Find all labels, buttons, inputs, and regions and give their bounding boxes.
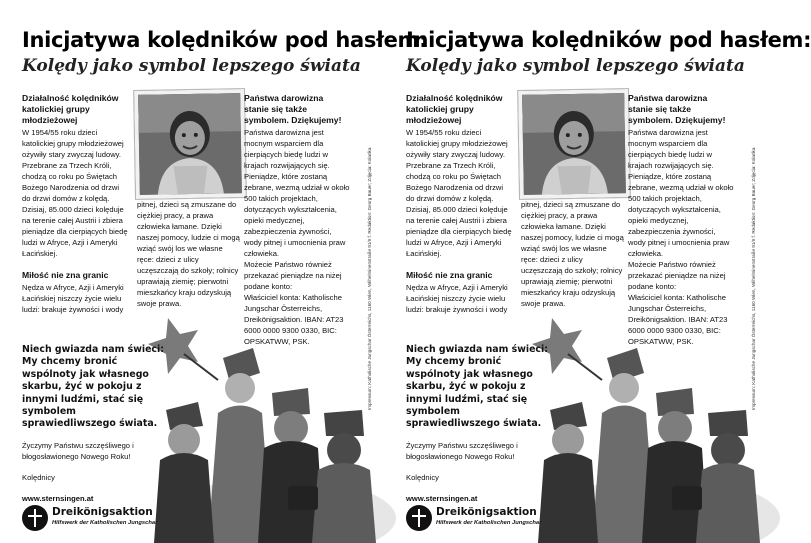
website-link[interactable]: www.sternsingen.at — [22, 493, 94, 503]
logo-tagline: Hilfswerk der Katholischen Jungschar — [52, 520, 158, 526]
paragraph: W 1954/55 roku dzieci katolickiej grupy młodzieżowej ożywiły stary zwyczaj ludowy. Przebrane za Trzech Króli, chodzą co roku po Świętach Bożego Narodzenia od drzwi do drzwi domów z kolędą. Dzisiaj, 85.000 dzieci kolęduje na terenie całej Austrii i zbiera pieniądze dla cierpiących biedę ludzi w Afryce, Azji i Ameryki Łacińskiej. — [22, 128, 128, 258]
paragraph: Możecie Państwo również przekazać pieniądze na niżej podane konto: — [628, 260, 726, 291]
logo-tagline: Hilfswerk der Katholischen Jungschar — [436, 520, 542, 526]
paragraph: pitnej, dzieci są zmuszane do ciężkiej pracy, a prawa człowieka łamane. Dzięki naszej pomocy, ludzie ci mogą wziąć swój los we własne ręce: dzieci z ulicy uczęszczają do szkoły; rolnicy uprawiają ziemię; pierwotni mieszkańcy kraju odzyskują swoje prawa. — [137, 200, 240, 308]
text-column-3 — [244, 93, 350, 347]
paragraph: Nędza w Afryce, Azji i Ameryki Łacińskiej niszczy życie wielu ludzi: brakuje żywności i wody — [406, 283, 508, 314]
flyer-subtitle: Kolędy jako symbol lepszego świata — [22, 56, 361, 76]
logo-name: Dreikönigsaktion — [52, 506, 153, 518]
section-heading: Miłość nie zna granic — [22, 270, 109, 280]
section-heading: Miłość nie zna granic — [406, 270, 493, 280]
imprint-text: Impressum: Katholische Jungschar Österreichs, 1160 Wien, Wilhelminenstraße 91/II f. Redaktion: Georg Bauer; Zdjęcia: Kolarika — [751, 147, 756, 410]
paragraph: Właściciel konta: Katholische Jungschar Österreichs, Dreikönigsaktion. IBAN: AT23 6000 0000 9300 0330, BIC: OPSKATWW, PSK. — [244, 293, 344, 346]
imprint-text: Impressum: Katholische Jungschar Österreichs, 1160 Wien, Wilhelminenstraße 91/II f. Redaktion: Georg Bauer; Zdjęcia: Kolarika — [367, 147, 372, 410]
paragraph: Państwa darowizna jest mocnym wsparciem dla cierpiących biedę ludzi w krajach rozwijających się. Pieniądze, które zostaną zebrane, wezmą udział w około 500 takich projektach, dotyczących wykształcenia, opieki medycznej, zabezpieczenia żywności, wody pitnej i umocnienia praw człowieka. — [244, 128, 350, 258]
closing-text — [22, 344, 172, 514]
closing-text — [406, 344, 556, 514]
wishes-text: Życzymy Państwu szczęśliwego i błogosławionego Nowego Roku! — [22, 440, 134, 461]
signature-text: Kolędnicy — [22, 472, 55, 482]
dreikoenigsaktion-logo — [406, 505, 606, 535]
wishes-text: Życzymy Państwu szczęśliwego i błogosławionego Nowego Roku! — [406, 440, 518, 461]
website-link[interactable]: www.sternsingen.at — [406, 493, 478, 503]
closing-heading: Niech gwiazda nam świeci: My chcemy bronić wspólnoty jak własnego skarbu, żyć w pokoju z innymi ludźmi, stać się symbolem sprawiedliwszego świata. — [22, 344, 164, 430]
paragraph: Właściciel konta: Katholische Jungschar Österreichs, Dreikönigsaktion. IBAN: AT23 6000 0000 9300 0330, BIC: OPSKATWW, PSK. — [628, 293, 728, 346]
paragraph: Nędza w Afryce, Azji i Ameryki Łacińskiej niszczy życie wielu ludzi: brakuje żywności i wody — [22, 283, 124, 314]
flyer-title: Inicjatywa kolędników pod hasłem: — [22, 28, 428, 52]
child-photo — [518, 89, 630, 199]
flyer-subtitle: Kolędy jako symbol lepszego świata — [406, 56, 745, 76]
text-column-2 — [521, 199, 625, 309]
section-heading: Państwa darowizna stanie się także symbolem. Dziękujemy! — [244, 93, 342, 125]
dreikoenigsaktion-logo-icon — [22, 505, 48, 531]
closing-heading: Niech gwiazda nam świeci: My chcemy bronić wspólnoty jak własnego skarbu, żyć w pokoju z innymi ludźmi, stać się symbolem sprawiedliwszego świata. — [406, 344, 548, 430]
text-column-1 — [406, 93, 512, 315]
section-heading: Działalność kolędników katolickiej grupy młodzieżowej — [406, 93, 503, 125]
paragraph: Państwa darowizna jest mocnym wsparciem dla cierpiących biedę ludzi w krajach rozwijających się. Pieniądze, które zostaną zebrane, wezmą udział w około 500 takich projektach, dotyczących wykształcenia, opieki medycznej, zabezpieczenia żywności, wody pitnej i umocnienia praw człowieka. — [628, 128, 734, 258]
text-column-2 — [137, 199, 241, 309]
section-heading: Działalność kolędników katolickiej grupy młodzieżowej — [22, 93, 119, 125]
section-heading: Państwa darowizna stanie się także symbolem. Dziękujemy! — [628, 93, 726, 125]
logo-name: Dreikönigsaktion — [436, 506, 537, 518]
child-photo — [134, 89, 246, 199]
signature-text: Kolędnicy — [406, 472, 439, 482]
dreikoenigsaktion-logo — [22, 505, 222, 535]
paragraph: pitnej, dzieci są zmuszane do ciężkiej pracy, a prawa człowieka łamane. Dzięki naszej pomocy, ludzie ci mogą wziąć swój los we własne ręce: dzieci z ulicy uczęszczają do szkoły; rolnicy uprawiają ziemię; pierwotni mieszkańcy kraju odzyskują swoje prawa. — [521, 200, 624, 308]
text-column-1 — [22, 93, 128, 315]
dreikoenigsaktion-logo-icon — [406, 505, 432, 531]
text-column-3 — [628, 93, 734, 347]
paragraph: W 1954/55 roku dzieci katolickiej grupy młodzieżowej ożywiły stary zwyczaj ludowy. Przebrane za Trzech Króli, chodzą co roku po Świętach Bożego Narodzenia od drzwi do drzwi domów z kolędą. Dzisiaj, 85.000 dzieci kolęduje na terenie całej Austrii i zbiera pieniądze dla cierpiących biedę ludzi w Afryce, Azji i Ameryki Łacińskiej. — [406, 128, 512, 258]
flyer-title: Inicjatywa kolędników pod hasłem: — [406, 28, 811, 52]
flyer-right — [384, 0, 811, 543]
paragraph: Możecie Państwo również przekazać pieniądze na niżej podane konto: — [244, 260, 342, 291]
